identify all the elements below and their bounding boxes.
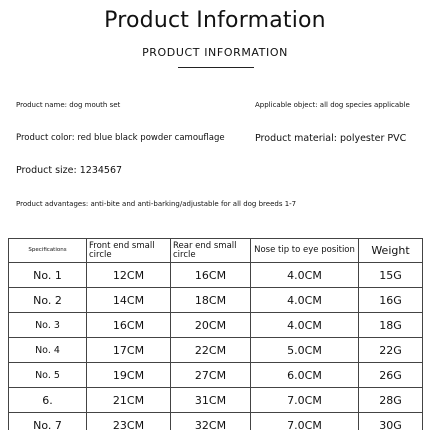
rear-circle-value: 18CM — [171, 288, 251, 313]
applicable-object-label: Applicable object: — [255, 101, 318, 109]
nose-to-eye-value: 4.0CM — [251, 313, 359, 338]
product-advantages-value: anti-bite and anti-barking/adjustable for all dog breeds 1-7 — [90, 200, 297, 208]
subtitle-divider — [178, 67, 254, 68]
front-circle-value: 21CM — [87, 388, 171, 413]
rear-circle-value: 16CM — [171, 263, 251, 288]
table-row — [9, 338, 423, 363]
rear-circle-value: 32CM — [171, 413, 251, 430]
table-row — [9, 313, 423, 338]
column-header-weight: Weight — [359, 239, 423, 263]
applicable-object — [255, 101, 410, 109]
weight-value: 16G — [359, 288, 423, 313]
applicable-object-value: all dog species applicable — [319, 101, 410, 109]
rear-circle-value: 20CM — [171, 313, 251, 338]
row-name: 6. — [9, 388, 87, 413]
front-circle-value: 12CM — [87, 263, 171, 288]
row-name: No. 5 — [9, 363, 87, 388]
product-size — [16, 165, 122, 176]
spec-table — [8, 238, 423, 430]
product-advantages — [16, 200, 296, 208]
product-size-value: 1234567 — [79, 165, 123, 176]
front-circle-value: 14CM — [87, 288, 171, 313]
product-advantages-label: Product advantages: — [16, 200, 89, 208]
front-circle-value: 16CM — [87, 313, 171, 338]
table-row — [9, 263, 423, 288]
nose-to-eye-value: 7.0CM — [251, 413, 359, 430]
product-material-value: polyester PVC — [339, 133, 407, 144]
product-material — [255, 133, 406, 144]
nose-to-eye-value: 7.0CM — [251, 388, 359, 413]
row-name: No. 4 — [9, 338, 87, 363]
rear-circle-value: 27CM — [171, 363, 251, 388]
front-circle-value: 17CM — [87, 338, 171, 363]
product-name-value: dog mouth set — [69, 101, 121, 109]
nose-to-eye-value: 6.0CM — [251, 363, 359, 388]
table-row — [9, 413, 423, 430]
weight-value: 28G — [359, 388, 423, 413]
product-color-value: red blue black powder camouflage — [77, 133, 225, 143]
weight-value: 26G — [359, 363, 423, 388]
nose-to-eye-value: 5.0CM — [251, 338, 359, 363]
product-color-label: Product color: — [16, 133, 75, 143]
page-subtitle: PRODUCT INFORMATION — [142, 46, 288, 59]
column-header-nose-to-eye: Nose tip to eye position — [251, 239, 359, 263]
row-name: No. 3 — [9, 313, 87, 338]
row-name: No. 1 — [9, 263, 87, 288]
column-header-rear-circle: Rear end small circle — [171, 239, 251, 263]
weight-value: 18G — [359, 313, 423, 338]
product-color — [16, 133, 225, 143]
weight-value: 22G — [359, 338, 423, 363]
rear-circle-value: 22CM — [171, 338, 251, 363]
page-title: Product Information — [104, 8, 326, 33]
table-header-row — [9, 239, 423, 263]
table-row — [9, 288, 423, 313]
front-circle-value: 23CM — [87, 413, 171, 430]
product-material-label: Product material: — [255, 133, 337, 144]
row-name: No. 7 — [9, 413, 87, 430]
product-name-label: Product name: — [16, 101, 68, 109]
table-row — [9, 363, 423, 388]
table-row — [9, 388, 423, 413]
weight-value: 15G — [359, 263, 423, 288]
column-header-front-circle: Front end small circle — [87, 239, 171, 263]
rear-circle-value: 31CM — [171, 388, 251, 413]
column-header-specifications: Specifications — [9, 239, 87, 263]
row-name: No. 2 — [9, 288, 87, 313]
product-size-label: Product size: — [16, 165, 77, 176]
nose-to-eye-value: 4.0CM — [251, 288, 359, 313]
nose-to-eye-value: 4.0CM — [251, 263, 359, 288]
front-circle-value: 19CM — [87, 363, 171, 388]
weight-value: 30G — [359, 413, 423, 430]
product-name — [16, 101, 120, 109]
